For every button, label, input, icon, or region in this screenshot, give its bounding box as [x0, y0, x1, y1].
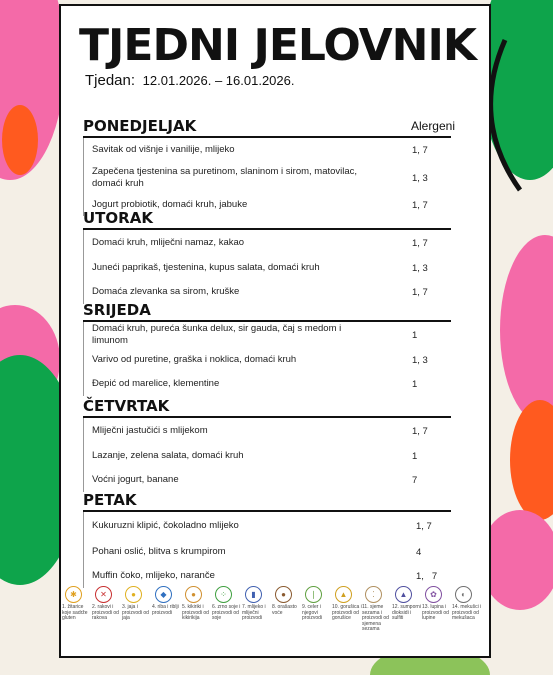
allergen-item: ● 3. jaja i proizvodi od jaja — [122, 586, 152, 622]
meal-allergens: 1, 7 — [412, 286, 428, 298]
menu-row — [84, 162, 451, 194]
day-title: UTORAK — [83, 209, 153, 227]
menu-row — [84, 564, 451, 588]
menu-row — [84, 138, 451, 162]
allergen-item: ◐ 14. mekušci i proizvodi od mekušaca — [452, 586, 482, 622]
meal-text: Zapečena tjestenina sa puretinom, slaninom i sirom, matovilac, domaći kruh — [92, 166, 358, 189]
nut-icon: ● — [275, 586, 292, 603]
meal-allergens: 1, 7 — [412, 199, 428, 211]
meal-allergens: 1, 3 — [412, 172, 428, 184]
lupin-icon: ✿ — [425, 586, 442, 603]
menu-row — [84, 348, 451, 372]
allergen-item: ◆ 4. riba i riblji proizvodi — [152, 586, 182, 616]
allergen-item: ⁚ 11. sjeme sezama i proizvodi od sjemena sezama — [362, 586, 392, 633]
allergen-item: ⁘ 6. zrno soje i proizvodi od soje — [212, 586, 242, 622]
crab-icon: ✕ — [95, 586, 112, 603]
meal-allergens: 1, 7 — [412, 144, 428, 156]
fish-icon: ◆ — [155, 586, 172, 603]
meal-text: Domaći kruh, mliječni namaz, kakao — [92, 237, 245, 248]
meal-allergens: 1, 7 — [412, 425, 428, 437]
meal-allergens: 1, 7 — [412, 237, 428, 249]
peanut-icon: ● — [185, 586, 202, 603]
menu-row — [84, 230, 451, 256]
day-section-utorak — [83, 208, 451, 304]
menu-row — [84, 372, 451, 396]
week-range — [85, 72, 294, 89]
sesame-icon: ⁚ — [365, 586, 382, 603]
meal-text: Domaći kruh, pureća šunka delux, sir gauda, čaj s medom i limunom — [92, 323, 342, 346]
menu-row — [84, 418, 451, 444]
week-dates: 12.01.2026. – 16.01.2026. — [142, 73, 295, 88]
day-title: ČETVRTAK — [83, 397, 170, 415]
day-title: PETAK — [83, 491, 137, 509]
meal-text: Đepić od marelice, klementine — [92, 378, 220, 389]
menu-row — [84, 540, 451, 564]
meal-text: Kukuruzni klipić, čokoladno mlijeko — [92, 520, 239, 531]
day-section-petak — [83, 490, 451, 588]
milk-icon: ▮ — [245, 586, 262, 603]
day-title: SRIJEDA — [83, 301, 151, 319]
allergen-item: ✱ 1. žitarice koje sadrže gluten — [62, 586, 92, 622]
allergen-item: ▲ 10. gorušica i proizvodi od gorušice — [332, 586, 362, 622]
allergen-legend — [62, 586, 492, 646]
menu-card — [59, 4, 491, 658]
menu-row — [84, 256, 451, 280]
meal-allergens: 1, 3 — [412, 354, 428, 366]
meal-text: Muffin čoko, mlijeko, naranče — [92, 570, 215, 581]
celery-icon: ❘ — [305, 586, 322, 603]
meal-text: Voćni jogurt, banane — [92, 474, 179, 485]
allergen-item: ❘ 9. celer i njegovi proizvodi — [302, 586, 332, 622]
menu-row — [84, 444, 451, 468]
meal-allergens: 1 — [412, 378, 418, 390]
meal-allergens: 7 — [412, 474, 418, 486]
wheat-icon: ✱ — [65, 586, 82, 603]
day-section-ponedjeljak — [83, 116, 455, 216]
menu-row — [84, 322, 451, 348]
page-title: TJEDNI JELOVNIK — [79, 20, 476, 71]
meal-text: Jogurt probiotik, domaći kruh, jabuke — [92, 199, 248, 210]
meal-text: Domaća zlevanka sa sirom, kruške — [92, 286, 240, 297]
mustard-icon: ▲ — [335, 586, 352, 603]
soy-icon: ⁘ — [215, 586, 232, 603]
meal-allergens: 1, 7 — [416, 570, 438, 582]
egg-icon: ● — [125, 586, 142, 603]
allergen-item: ✕ 2. rakovi i proizvodi od rakova — [92, 586, 122, 622]
day-title: PONEDJELJAK — [83, 117, 197, 135]
allergen-item: ● 5. kikiriki i proizvodi od kikirikija — [182, 586, 212, 622]
meal-text: Mliječni jastučići s mlijekom — [92, 425, 208, 436]
allergen-item: ● 8. orašasto voće — [272, 586, 302, 616]
meal-allergens: 1, 7 — [416, 520, 432, 532]
allergens-header: Alergeni — [410, 119, 455, 133]
mollusc-icon: ◐ — [455, 586, 472, 603]
meal-allergens: 1 — [412, 329, 418, 341]
meal-allergens: 1 — [412, 450, 418, 462]
meal-text: Savitak od višnje i vanilije, mlijeko — [92, 144, 235, 155]
meal-text: Varivo od puretine, graška i noklica, domaći kruh — [92, 354, 297, 365]
week-label: Tjedan: — [85, 72, 136, 89]
meal-text: Pohani oslić, blitva s krumpirom — [92, 546, 226, 557]
allergen-item: ✿ 13. lupina i proizvodi od lupine — [422, 586, 452, 622]
allergen-item: ▲ 12. sumporni dioksidi i sulfiti — [392, 586, 422, 622]
meal-allergens: 1, 3 — [412, 262, 428, 274]
menu-row — [84, 468, 451, 492]
day-section-srijeda — [83, 300, 451, 396]
meal-text: Juneći paprikaš, tjestenina, kupus salata, domaći kruh — [92, 262, 320, 273]
meal-allergens: 4 — [416, 546, 422, 558]
sulphite-icon: ▲ — [395, 586, 412, 603]
allergen-item: ▮ 7. mlijeko i mliječni proizvodi — [242, 586, 272, 622]
menu-row — [84, 512, 451, 540]
day-section-cetvrtak — [83, 396, 451, 492]
meal-text: Lazanje, zelena salata, domaći kruh — [92, 450, 244, 461]
